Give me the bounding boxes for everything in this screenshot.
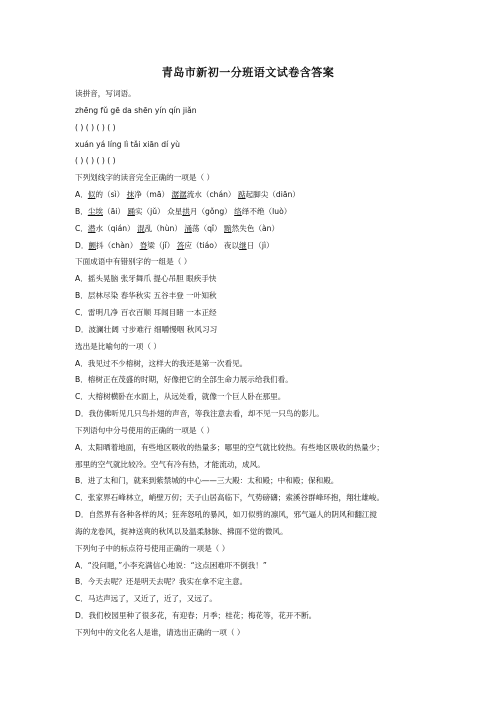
- text-line: B．进了太和门，就来到紫禁城的中心——三大殿：太和殿；中和殿；保和殿。: [75, 476, 339, 486]
- underlined-chars: 颤: [88, 240, 97, 250]
- text-line: D．我们校园里种了很多花，有迎春；月季；桂花；梅花等，花开不断。: [75, 611, 317, 621]
- text-line: 读拼音，写词语。: [75, 89, 136, 98]
- underlined-chars: 继: [239, 240, 247, 250]
- underlined-chars: 踮: [237, 190, 246, 200]
- text-line: ( ) ( ) ( ) ( ): [75, 122, 116, 132]
- text-line: D．自然界有各种各样的风；狂奔怒吼的暴风，如刀似剪的凛风，邪气逼人的阴风和翻江搅: [75, 510, 377, 520]
- text-line: zhēng fǔ gē da shēn yín qín jiǎn: [75, 105, 197, 115]
- text-line: A．我见过不少榕树，这样大的我还是第一次看见。: [75, 358, 248, 368]
- text-line: 下列句子中的标点符号使用正确的一项是（ ）: [75, 543, 230, 553]
- text-line: C．大榕树横卧在水面上，从远处看，就像一个巨人卧在那里。: [75, 392, 286, 402]
- underlined-chars: 答: [176, 240, 185, 250]
- document-body: [75, 86, 420, 642]
- text-line: ( ) ( ) ( ) ( ): [75, 156, 116, 166]
- text-line: 海的龙卷风，捉神送爽的秋风以及温柔脉脉、拂面不觉的微风。: [75, 526, 288, 536]
- underlined-chars: 似: [87, 190, 96, 200]
- underlined-chars: 潜: [87, 223, 96, 233]
- text-line: 下列语句中分号使用的正确的一项是（ ）: [75, 425, 215, 435]
- text-line: B．尘埃（āi） 踊实（jǔ） 众星拱月（gǒng） 络绎不绝（luò）: [75, 206, 292, 216]
- underlined-chars: 脊: [139, 240, 148, 250]
- text-line: D．波澜壮阔 寸步难行 细嚼慢咽 秋风习习: [75, 324, 218, 334]
- underlined-chars: 混: [137, 223, 145, 233]
- underlined-chars: 踊: [127, 206, 135, 216]
- text-line: 下列句中的文化名人是谁，请选出正确的一项（ ）: [75, 628, 245, 637]
- underlined-chars: 潺潺: [171, 190, 187, 200]
- text-line: D．颤抖（chàn） 脊梁（jǐ） 答应（tiáo） 夜以继日（jì）: [75, 240, 274, 250]
- text-line: B．层林尽染 春华秋实 五谷丰登 一叶知秋: [75, 291, 217, 301]
- text-line: D．我仿佛听见几只鸟扑翅的声音，等我注意去看，却不见一只鸟的影儿。: [75, 409, 324, 419]
- text-line: C．马达声远了，又近了，近了，又远了。: [75, 594, 217, 604]
- underlined-chars: 尘埃: [87, 206, 103, 216]
- text-line: xuán yá líng lì tǎi xiān dí yù: [75, 139, 180, 149]
- text-line: A．摇头晃脑 张牙舞爪 提心吊胆 眼疾手快: [75, 274, 217, 284]
- underlined-chars: 拱: [182, 206, 190, 216]
- page-title: 青岛市新初一分班语文试卷含答案: [161, 66, 335, 79]
- text-line: A．太阳晒着地面，有些地区吸收的热量多；哪里的空气就比较热。有些地区吸收的热量少；: [75, 442, 384, 452]
- text-line: 那里的空气就比较冷。空气有冷有热，才能流动，成风。: [75, 459, 265, 469]
- text-line: 选出是比喻句的一项（ ）: [75, 341, 161, 351]
- text-line: A．“没问题，”小李充满信心地说：“这点困难吓不倒我！”: [75, 560, 267, 570]
- underlined-chars: 络: [234, 206, 242, 216]
- underlined-chars: 黯: [224, 223, 232, 233]
- text-line: C．雷明几净 百衣百顺 耳闻目睹 一本正经: [75, 307, 217, 317]
- underlined-chars: 抹: [126, 190, 135, 200]
- text-line: C．潜水（qián） 混乱（hùn） 涌荡（qǐ） 黯然失色（àn）: [75, 223, 280, 233]
- underlined-chars: 涌: [184, 223, 192, 233]
- text-line: 下列划线字的读音完全正确的一项是（ ）: [75, 173, 215, 183]
- text-line: A．似的（sì） 抹净（mā） 潺潺流水（chán） 踮起脚尖（diān）: [75, 190, 300, 200]
- text-line: 下面成语中有错别字的一组是（ ）: [75, 257, 192, 267]
- text-line: B．今天去呢？还是明天去呢？我实在拿不定主意。: [75, 577, 248, 587]
- text-line: B．榕树正在茂盛的时期，好像把它的全部生命力展示给我们看。: [75, 375, 293, 385]
- text-line: C．张家界石峰林立，峭壁万仞；天子山居高临下，气势磅礴；索溪谷群峰环抱，翔壮雄峻。: [75, 493, 385, 503]
